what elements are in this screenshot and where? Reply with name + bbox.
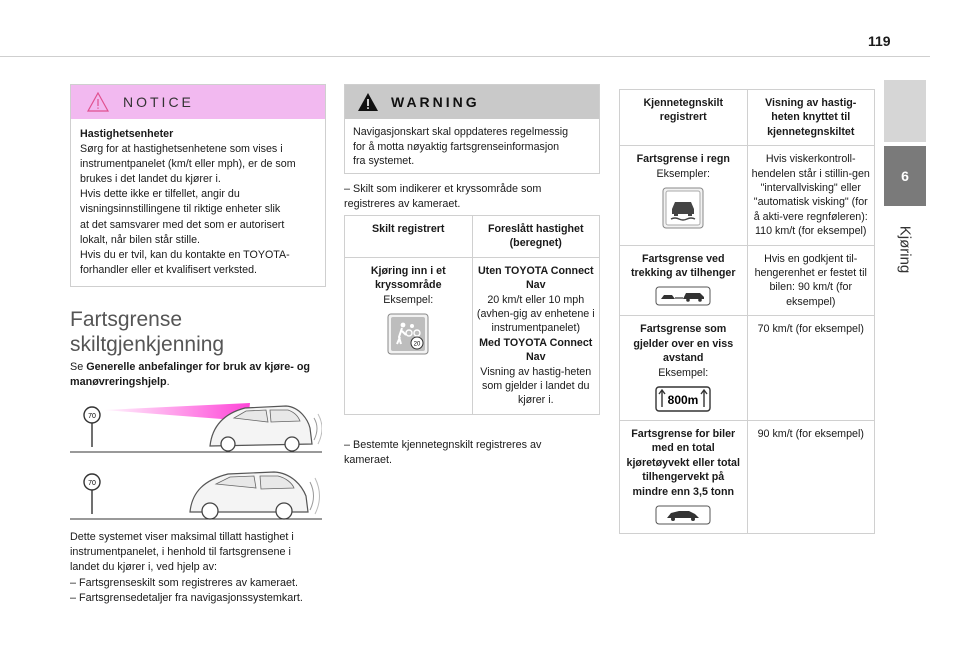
table-header: Kjennetegnskilt registrert (620, 90, 748, 146)
notice-line: forhandler eller et kvalifisert verksted. (80, 263, 258, 276)
bullet-specific-signs: – Bestemte kjennetegnskilt registreres av kameraet. (344, 439, 542, 466)
bullet-crossing: – Skilt som indikerer et kryssområde som registreres av kameraet. (344, 183, 542, 210)
notice-line: brukes i det landet du kjører i. (80, 173, 221, 186)
svg-text:800m: 800m (667, 392, 699, 407)
warning-box (344, 84, 600, 174)
notice-line: visningsinnstillingene til riktige enheter slik (80, 203, 281, 216)
table-header: Skilt registrert (345, 216, 473, 258)
trailer-sign-icon (655, 286, 711, 306)
system-description: Dette systemet viser maksimal tillatt hastighet i instrumentpanelet, i henhold til fartsgrensene i landet du kjører i, ved hjelp av: – Fartsgrenseskilt som registreres av kameraet. – Fartsgrensedetaljer fra navigasjonssystemkart. (70, 531, 303, 604)
table-row: Fartsgrense som gjelder over en viss avstand Eksempel: 800m 70 km/t (for eksempel) (620, 316, 875, 421)
svg-text:20: 20 (413, 341, 421, 348)
crossing-area-sign-icon (387, 313, 429, 355)
header-rule (0, 56, 930, 57)
svg-text:70: 70 (88, 480, 96, 487)
car-weight-sign-icon (655, 505, 711, 525)
notice-title: NOTICE (123, 94, 194, 110)
notice-line: instrumentpanelet (km/t eller mph), er de som (80, 158, 296, 171)
table-row: Fartsgrense for biler med en total kjøretøyvekt eller total tilhengervekt på mindre enn 3,5 tonn 90 km/t (for eksempel) (620, 420, 875, 533)
specific-signs-table (619, 89, 875, 534)
notice-body (71, 119, 325, 286)
warning-body: Navigasjonskart skal oppdateres regelmessig for å motta nøyaktig fartsgrenseinformasjon fra systemet. (353, 126, 569, 168)
passing-sign-illustration (70, 462, 322, 524)
table-row: Fartsgrense ved trekking av tilhenger Hvis en godkjent til-hengerenhet er festet til bilen: 90 km/t (for eksempel) (620, 245, 875, 316)
chapter-tab-active[interactable]: 6 (884, 146, 926, 206)
table-row: Kjøring inn i et kryssområde Eksempel: 20 Uten TOYOTA Connect Nav 20 km/t eller 10 mph (avhen-gig av enhetene i instrumentpanelet) Med TOYOTA Connect Nav Visning av hastig-heten som gjelder i landet du kjører i. (345, 257, 600, 414)
rain-sign-icon (662, 187, 704, 229)
distance-sign-icon (655, 386, 711, 412)
notice-header (71, 85, 325, 119)
camera-detection-illustration (70, 398, 322, 460)
notice-line: Hvis du er tvil, kan du kontakte en TOYOTA- (80, 248, 290, 261)
notice-heading: Hastighetsenheter (80, 128, 174, 140)
svg-text:70: 70 (88, 413, 96, 420)
crossing-table (344, 215, 600, 415)
chapter-label: Kjøring (896, 225, 914, 273)
notice-line: Hvis dette ikke er tilfellet, angir du (80, 188, 240, 201)
table-row: Fartsgrense i regn Eksempler: Hvis viskerkontroll-hendelen står i stillin-gen "intervallvisking" eller "automatisk visking" (for å akti-vere regnføleren): 110 km/t (for eksempel) (620, 146, 875, 245)
intro-link[interactable]: Generelle anbefalinger for bruk av kjøre- og manøvreringshjelp (70, 361, 311, 388)
warning-header (345, 85, 599, 119)
chapter-tab-inactive[interactable] (884, 80, 926, 142)
section-intro: Se Generelle anbefalinger for bruk av kjøre- og manøvreringshjelp. (70, 361, 311, 388)
notice-line: lokalt, når bilen står stille. (80, 233, 200, 246)
table-header: Foreslått hastighet (beregnet) (472, 216, 600, 258)
notice-line: Sørg for at hastighetsenhetene som vises i (80, 143, 283, 156)
table-header: Visning av hastig-heten knyttet til kjennetegnskiltet (747, 90, 875, 146)
section-title: Fartsgrense skiltgjenkjenning (70, 308, 225, 356)
notice-box (70, 84, 326, 287)
page-number: 119 (868, 33, 891, 49)
caution-icon (87, 92, 109, 112)
warning-icon (357, 92, 379, 112)
warning-title: WARNING (391, 94, 480, 110)
notice-line: at det samsvarer med det som er autorisert (80, 218, 285, 231)
